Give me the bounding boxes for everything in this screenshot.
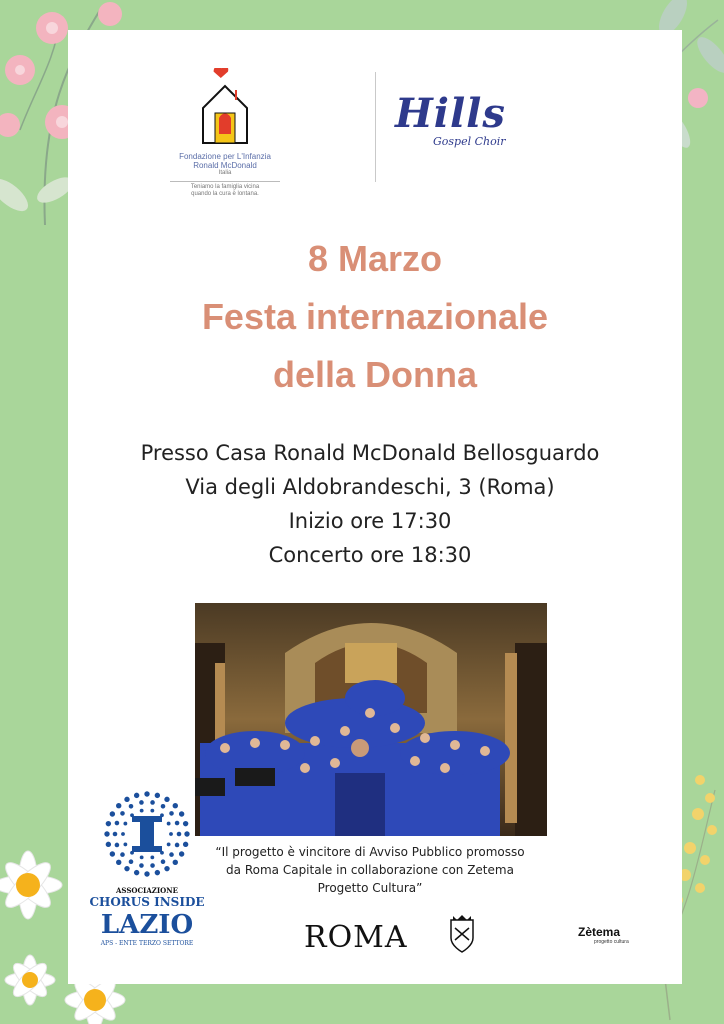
emblem-dot <box>139 863 144 868</box>
emblem-dot <box>106 821 111 826</box>
emblem-dot <box>120 852 125 857</box>
title-line-3: della Donna <box>272 354 478 395</box>
rmhc-tagline-2: quando la cura è lontana. <box>191 191 259 197</box>
quote-line-3: Progetto Cultura” <box>317 881 423 895</box>
rmhc-name <box>160 152 290 177</box>
emblem-dot <box>120 811 125 816</box>
emblem-dot <box>121 832 125 836</box>
emblem-dot <box>124 866 129 871</box>
emblem-dot <box>116 860 121 865</box>
zetema-logo <box>578 925 658 945</box>
emblem-dot <box>167 843 171 847</box>
rmhc-line-2: Ronald McDonald <box>193 161 257 170</box>
emblem-dot <box>123 843 127 847</box>
emblem-dot <box>110 811 115 816</box>
emblem-dot <box>161 804 166 809</box>
rmhc-tagline-1: Teniamo la famiglia vicina <box>190 184 260 190</box>
title-line-1: 8 Marzo <box>307 238 443 279</box>
emblem-dot <box>134 793 139 798</box>
emblem-dot <box>144 791 149 796</box>
rmhc-divider <box>170 181 280 182</box>
emblem-dot <box>155 870 160 875</box>
emblem-dot <box>110 851 115 856</box>
emblem-dot <box>104 831 109 836</box>
emblem-dot <box>150 863 155 868</box>
emblem-dot <box>115 843 120 848</box>
emblem-dot <box>150 809 154 813</box>
zetema-subtitle: progetto cultura <box>594 939 629 945</box>
project-quote <box>180 843 560 897</box>
emblem-dot <box>169 852 174 857</box>
quote-line-2: da Roma Capitale in collaborazione con Zetema <box>226 863 514 877</box>
hills-gospel-choir-logo <box>395 92 545 162</box>
emblem-dot <box>106 842 111 847</box>
rmhc-line-3: Italia <box>218 170 232 176</box>
emblem-dot <box>184 831 189 836</box>
emblem-dot <box>173 860 178 865</box>
start-time-line: Inizio ore 17:30 <box>288 509 452 533</box>
emblem-dot <box>183 821 188 826</box>
emblem-dot <box>155 793 160 798</box>
emblem-dot <box>115 821 120 826</box>
emblem-dot <box>169 832 173 836</box>
quote-line-1: “Il progetto è vincitore di Avviso Pubblico promosso <box>215 845 525 859</box>
house-heart-icon <box>160 68 290 148</box>
title-line-2: Festa internazionale <box>201 296 549 337</box>
association-name: CHORUS INSIDE <box>89 895 205 909</box>
emblem-dot <box>150 855 154 859</box>
emblem-dot <box>140 809 144 813</box>
emblem-dot <box>173 803 178 808</box>
venue-line: Presso Casa Ronald McDonald Bellosguardo <box>140 441 600 465</box>
hills-title: Hills <box>395 90 506 137</box>
choir-photo <box>195 603 547 836</box>
emblem-dot <box>134 870 139 875</box>
event-info <box>68 436 672 572</box>
emblem-dot <box>179 811 184 816</box>
emblem-dot <box>175 821 180 826</box>
association-label: ASSOCIAZIONE <box>116 886 178 895</box>
event-title <box>68 230 682 404</box>
association-subtitle: APS - ENTE TERZO SETTORE <box>100 940 194 947</box>
rmhc-line-1: Fondazione per L'Infanzia <box>179 152 271 161</box>
emblem-dot <box>113 832 118 837</box>
emblem-dot <box>116 803 121 808</box>
emblem-dot <box>169 811 174 816</box>
zetema-name: Zètema <box>578 925 621 939</box>
emblem-dot <box>164 797 169 802</box>
header-divider <box>375 72 376 182</box>
emblem-dot <box>161 859 166 864</box>
emblem-dot <box>177 832 182 837</box>
address-line: Via degli Aldobrandeschi, 3 (Roma) <box>185 475 555 499</box>
rmhc-logo <box>160 68 290 208</box>
emblem-dot <box>144 871 149 876</box>
hills-subtitle: Gospel Choir <box>433 135 506 148</box>
association-region: LAZIO <box>100 910 194 940</box>
rmhc-tagline <box>160 184 290 198</box>
emblem-dot <box>167 822 171 826</box>
emblem-dot <box>150 800 155 805</box>
emblem-dot <box>123 822 127 826</box>
emblem-dot <box>129 804 134 809</box>
emblem-dot <box>140 855 144 859</box>
emblem-dot <box>124 797 129 802</box>
roma-capitale-logo-text: ROMA <box>304 920 408 955</box>
emblem-dot <box>164 866 169 871</box>
emblem-dot <box>139 800 144 805</box>
emblem-dot <box>129 859 134 864</box>
concert-time-line: Concerto ore 18:30 <box>268 543 472 567</box>
emblem-dot <box>175 843 180 848</box>
roma-shield-icon <box>447 914 477 954</box>
